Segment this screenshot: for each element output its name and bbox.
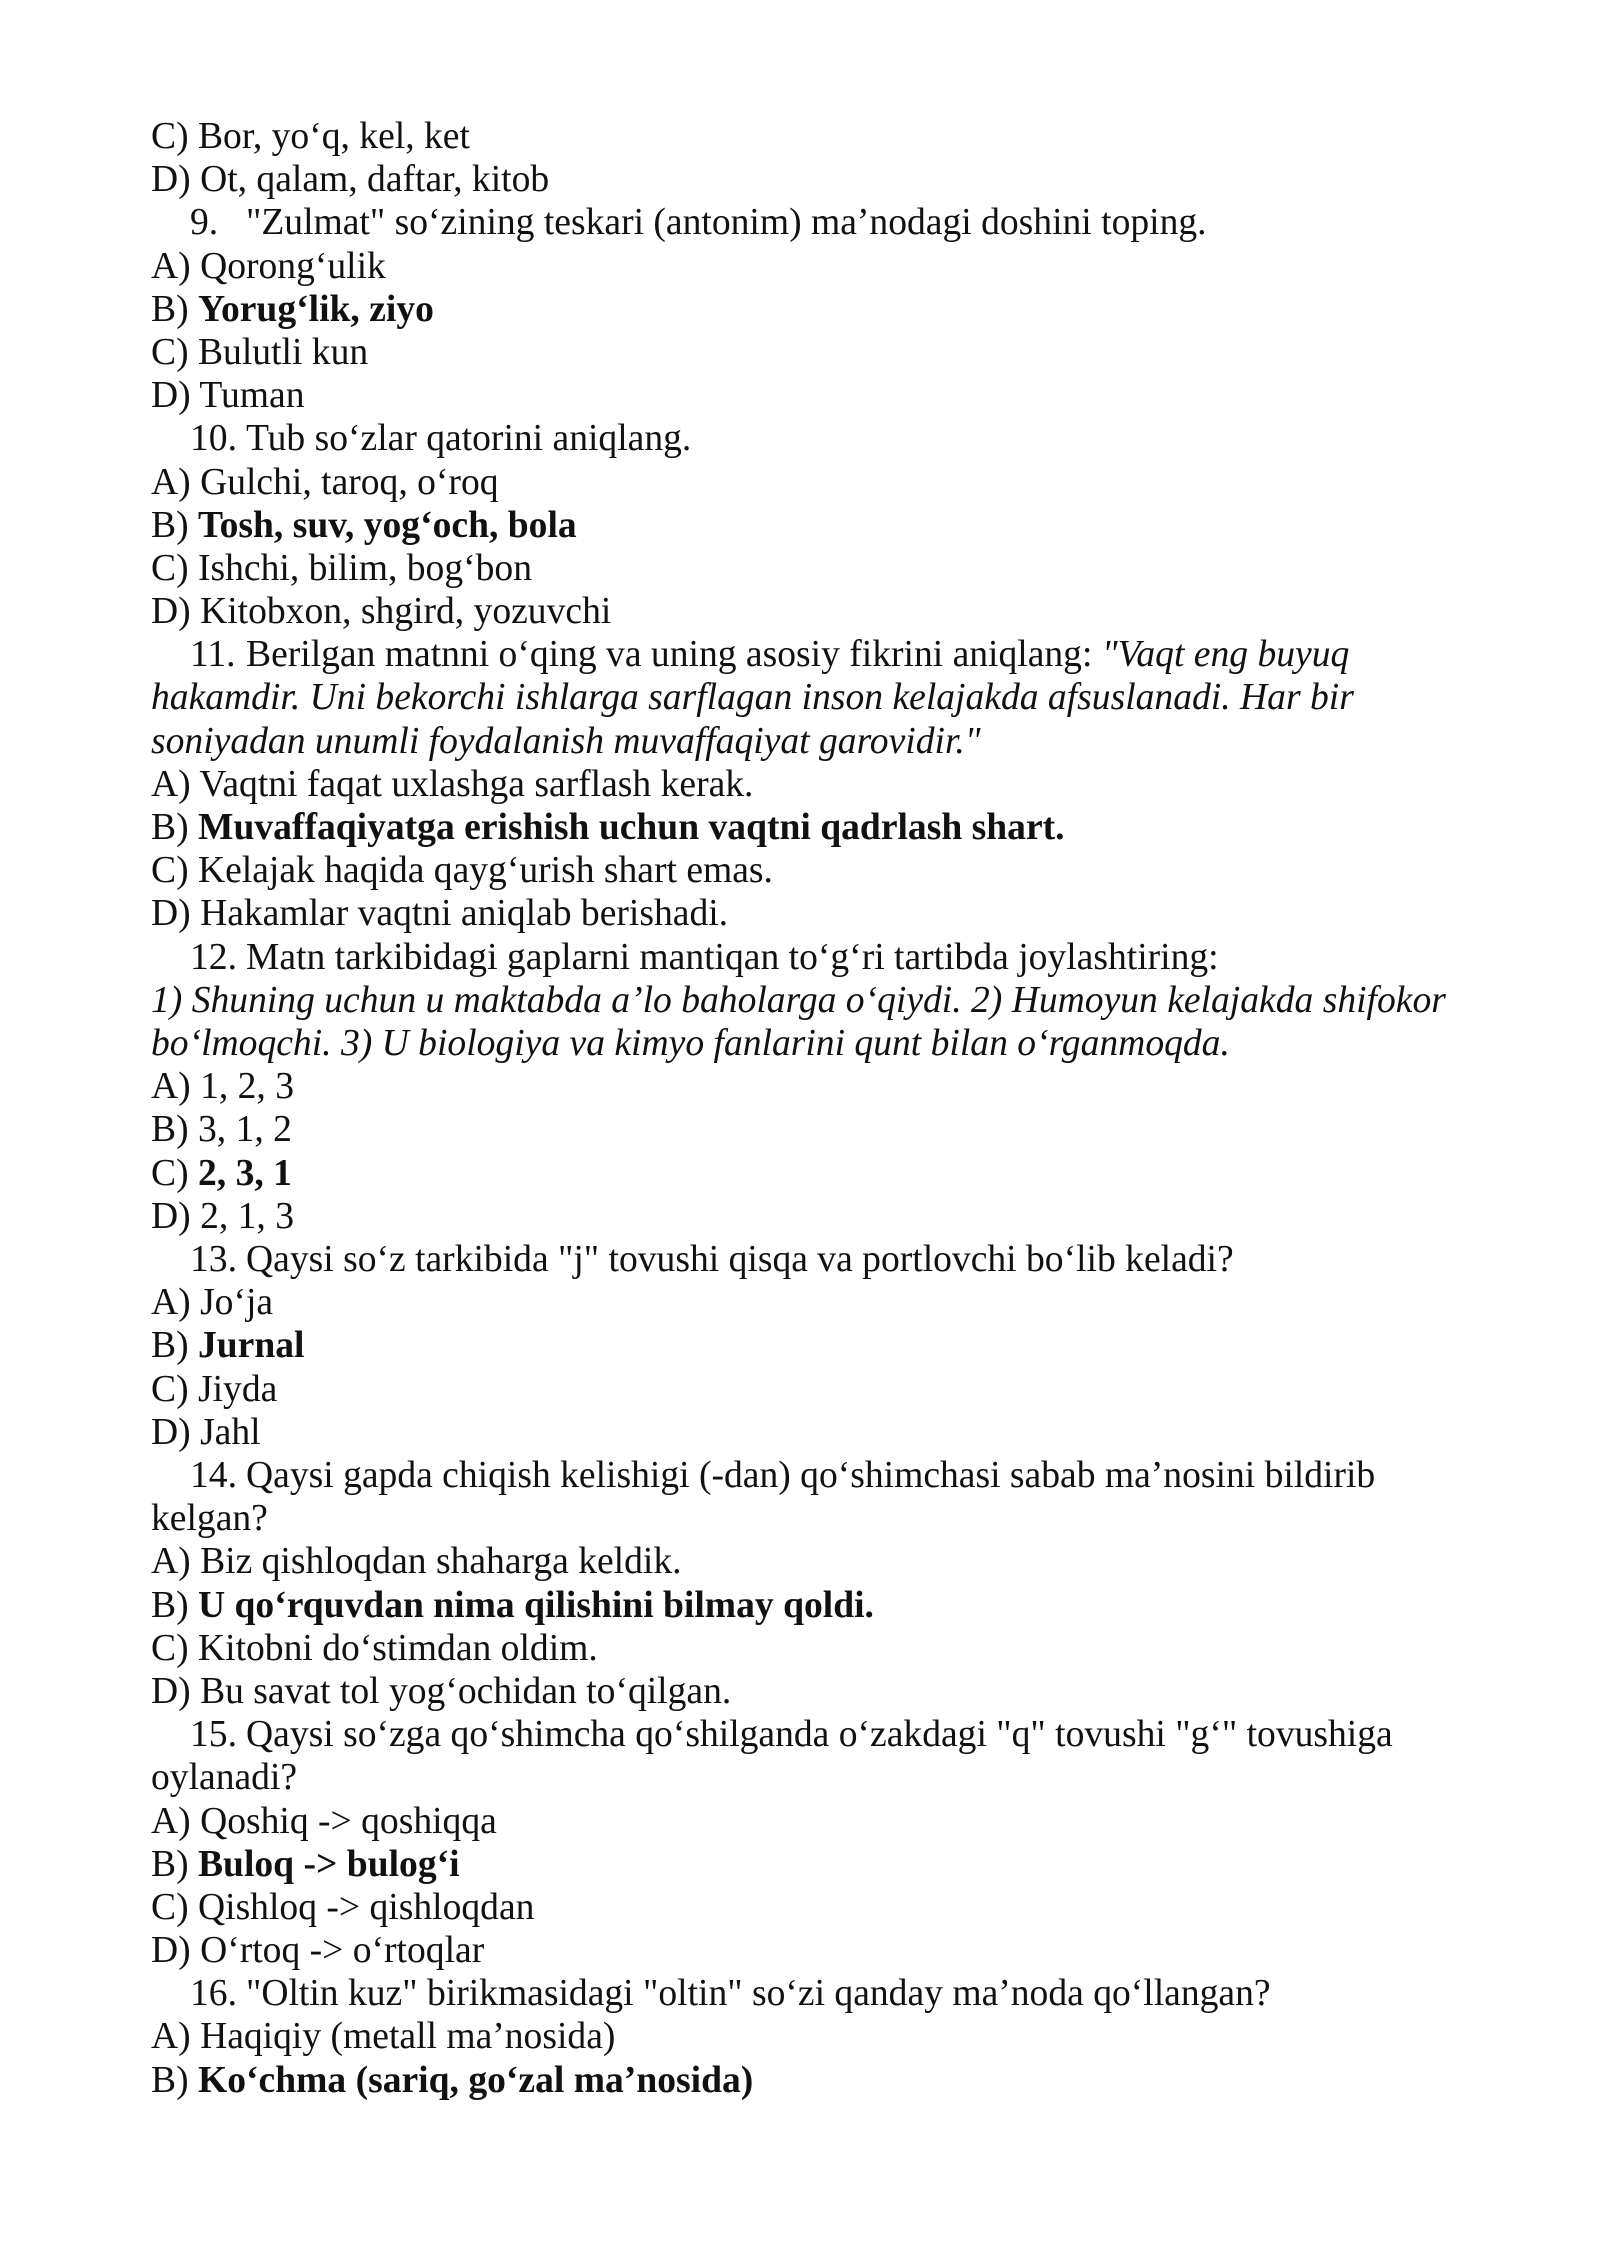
option-a [151,461,1471,504]
option-text: Ot, qalam, daftar, kitob [200,159,550,201]
option-text-bold: Jurnal [197,1325,305,1367]
question-prompt [151,1238,1471,1281]
question-16 [151,1972,1471,2102]
option-text-bold: Buloq -> bulog‘i [197,1843,460,1885]
option-a [151,2015,1471,2058]
question-prompt [151,633,1471,763]
option-letter: B) [151,1325,189,1367]
option-c [151,1152,1471,1195]
option-text: Qorong‘ulik [200,245,386,287]
option-letter: C) [151,547,189,589]
option-text: Ishchi, bilim, bog‘bon [197,547,532,589]
option-letter: C) [151,116,189,157]
question-13 [151,1238,1471,1454]
option-letter: D) [151,1411,191,1453]
question-prompt [151,936,1471,979]
question-number: 15. [190,1714,237,1756]
option-a [151,1065,1471,1108]
option-text-bold: Muvaffaqiyatga erishish uchun vaqtni qadrlash shart. [197,807,1065,849]
question-number: 12. [190,936,237,978]
option-letter: C) [151,1368,189,1410]
option-text: Gulchi, taroq, o‘roq [200,461,499,503]
question-text: Tub so‘zlar qatorini aniqlang. [246,418,692,460]
option-b [151,1843,1471,1886]
option-letter: D) [151,159,191,201]
option-b [151,1324,1471,1367]
option-c [151,115,1471,158]
option-d [151,1411,1471,1454]
option-letter: C) [151,1886,189,1928]
option-b [151,806,1471,849]
option-b [151,1584,1471,1627]
question-9 [151,201,1471,417]
option-letter: A) [151,2016,191,2058]
question-number: 9. [190,202,219,244]
question-text: Qaysi so‘zga qo‘shimcha qo‘shilganda o‘zakdagi "q" tovushi "g‘" tovushiga oylanadi? [151,1714,1393,1799]
document-page [151,115,1471,2102]
question-text: Qaysi gapda chiqish kelishigi (-dan) qo‘shimchasi sabab ma’nosini bildirib kelgan? [151,1454,1376,1540]
option-text: Bu savat tol yog‘ochidan to‘qilgan. [200,1670,732,1712]
question-text: "Zulmat" so‘zining teskari (antonim) ma’nodagi doshini toping. [246,202,1207,244]
option-letter: A) [151,1282,191,1324]
option-letter: B) [151,1843,189,1885]
question-text: Matn tarkibidagi gaplarni mantiqan to‘g‘ri tartibda joylashtiring: [246,936,1219,978]
option-letter: A) [151,1800,191,1842]
option-text: Bulutli kun [197,331,369,373]
option-text: Tuman [199,375,305,417]
option-text: 3, 1, 2 [197,1109,292,1151]
question-text: Qaysi so‘z tarkibida "j" tovushi qisqa va portlovchi bo‘lib keladi? [246,1239,1234,1280]
option-text: Kitobxon, shgird, yozuvchi [200,591,612,633]
question-number: 13. [190,1239,237,1280]
option-letter: B) [151,1109,189,1151]
option-text-bold: Ko‘chma (sariq, go‘zal ma’nosida) [197,2059,754,2101]
question-prompt [151,1454,1471,1540]
option-letter: C) [151,1152,189,1194]
option-letter: B) [151,2059,189,2101]
question-number: 16. [190,1973,237,2015]
question-number: 10. [190,418,237,460]
option-a [151,245,1471,288]
option-letter: C) [151,1627,189,1669]
option-letter: B) [151,504,189,546]
option-d [151,158,1471,201]
option-letter: A) [151,763,191,805]
option-text: Bor, yo‘q, kel, ket [197,116,470,157]
question-passage: 1) Shuning uchun u maktabda a’lo baholarga o‘qiydi. 2) Humoyun kelajakda shifokor bo‘lmoqchi. 3) U biologiya va kimyo fanlarini qunt bilan o‘rganmoqda. [151,979,1446,1065]
option-text: Vaqtni faqat uxlashga sarflash kerak. [199,763,754,805]
option-text: O‘rtoq -> o‘rtoqlar [200,1930,485,1972]
option-letter: C) [151,850,189,892]
question-prompt [151,201,1471,244]
option-letter: B) [151,288,189,330]
option-d [151,1670,1471,1713]
option-letter: A) [151,1541,191,1583]
option-d [151,374,1471,417]
option-c [151,331,1471,374]
option-d [151,892,1471,935]
option-text: Jiyda [197,1368,278,1410]
option-letter: D) [151,1195,191,1237]
question-11 [151,633,1471,935]
option-b [151,1108,1471,1151]
option-a [151,763,1471,806]
question-text: Berilgan matnni o‘qing va uning asosiy fikrini aniqlang: [246,634,1093,676]
option-text: 2, 1, 3 [200,1195,295,1237]
option-b [151,288,1471,331]
option-letter: D) [151,893,191,935]
option-letter: B) [151,807,189,849]
option-a [151,1281,1471,1324]
option-letter: A) [151,1066,191,1108]
option-text-bold: 2, 3, 1 [197,1152,292,1194]
option-b [151,504,1471,547]
option-letter: D) [151,375,191,417]
option-letter: A) [151,245,191,287]
question-prompt [151,417,1471,460]
quoted-text: "Vaqt eng buyuq hakamdir. Uni bekorchi ishlarga sarflagan inson kelajakda afsuslanadi. Har bir soniyadan unumli foydalanish muvaffaqiyat garovidir." [151,634,1354,762]
question-14 [151,1454,1471,1713]
option-text: Haqiqiy (metall ma’nosida) [200,2016,616,2058]
option-letter: B) [151,1584,189,1626]
option-text: Biz qishloqdan shaharga keldik. [200,1541,682,1583]
option-text: Qoshiq -> qoshiqqa [200,1800,497,1842]
option-letter: A) [151,461,191,503]
option-text: Qishloq -> qishloqdan [197,1886,535,1928]
option-text: Jo‘ja [200,1282,274,1324]
option-c [151,547,1471,590]
option-text-bold: Tosh, suv, yog‘och, bola [197,504,577,546]
option-c [151,1368,1471,1411]
option-b [151,2059,1471,2102]
option-text: Hakamlar vaqtni aniqlab berishadi. [200,893,729,935]
question-number: 11. [190,634,236,676]
option-a [151,1800,1471,1843]
option-text: Kitobni do‘stimdan oldim. [197,1627,598,1669]
question-prompt [151,1713,1471,1799]
option-letter: C) [151,331,189,373]
option-d [151,1195,1471,1238]
question-12 [151,936,1471,1238]
option-letter: D) [151,591,191,633]
option-c [151,1886,1471,1929]
question-number: 14. [190,1454,237,1496]
question-text: "Oltin kuz" birikmasidagi "oltin" so‘zi qanday ma’noda qo‘llangan? [246,1973,1271,2015]
question-15 [151,1713,1471,1972]
question-10 [151,417,1471,633]
question-prompt [151,1972,1471,2015]
option-letter: D) [151,1670,191,1712]
option-d [151,1929,1471,1972]
option-c [151,849,1471,892]
option-letter: D) [151,1930,191,1972]
option-text: 1, 2, 3 [200,1066,295,1108]
option-a [151,1540,1471,1583]
option-text: Kelajak haqida qayg‘urish shart emas. [197,850,773,892]
option-text: Jahl [200,1411,261,1453]
option-c [151,1627,1471,1670]
option-text-bold: U qo‘rquvdan nima qilishini bilmay qoldi. [197,1584,874,1626]
option-text-bold: Yorug‘lik, ziyo [197,288,434,330]
option-d [151,590,1471,633]
